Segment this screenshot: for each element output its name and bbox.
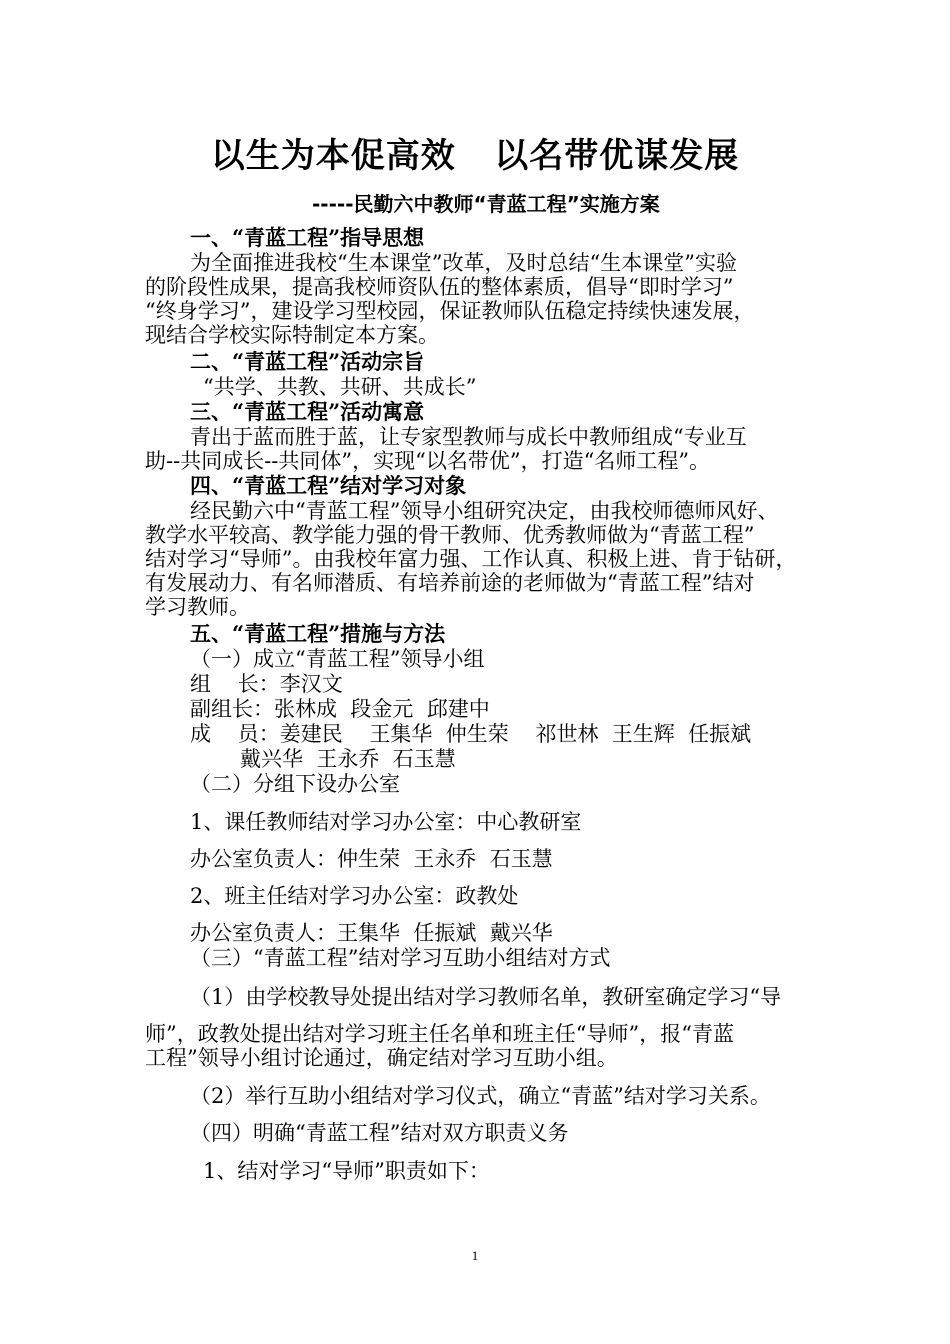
- paragraph-line: “共学、共教、共研、共成长”: [203, 375, 477, 399]
- paragraph-line: 经民勤六中“青蓝工程”领导小组研究决定，由我校师德师风好、: [190, 499, 779, 523]
- paragraph-line: 副组长：张林成 段金元 邱建中: [190, 697, 490, 721]
- section-heading-1: 一、“青蓝工程”指导思想: [190, 225, 425, 250]
- section-heading-2: 二、“青蓝工程”活动宗旨: [190, 349, 425, 374]
- paragraph-line: （一）成立“青蓝工程”领导小组: [190, 647, 485, 671]
- paragraph-line: 结对学习“导师”。由我校年富力强、工作认真、积极上进、肯于钻研，: [145, 547, 797, 571]
- paragraph-line: 助--共同成长--共同体”，实现“以名带优”，打造“名师工程”。: [145, 449, 711, 473]
- page-number: 1: [471, 1248, 479, 1263]
- paragraph-line: 教学水平较高、教学能力强的骨干教师、优秀教师做为“青蓝工程”: [145, 523, 755, 547]
- paragraph-line: 现结合学校实际特制定本方案。: [145, 323, 439, 347]
- paragraph-line: 有发展动力、有名师潜质、有培养前途的老师做为“青蓝工程”结对: [145, 571, 755, 595]
- paragraph-line: 办公室负责人：仲生荣 王永乔 石玉慧: [190, 847, 553, 871]
- paragraph-line: 组 长：李汉文: [190, 672, 343, 696]
- paragraph-line: （2）举行互助小组结对学习仪式，确立“青蓝”结对学习关系。: [190, 1084, 771, 1108]
- paragraph-line: 学习教师。: [145, 595, 250, 619]
- section-heading-5: 五、“青蓝工程”措施与方法: [190, 621, 446, 646]
- document-title: 以生为本促高效 以名带优谋发展: [210, 136, 740, 176]
- paragraph-line: 的阶段性成果，提高我校师资队伍的整体素质，倡导“即时学习”: [145, 275, 734, 299]
- paragraph-line: （二）分组下设办公室: [190, 772, 400, 796]
- paragraph-line: 工程”领导小组讨论通过，确定结对学习互助小组。: [145, 1046, 618, 1070]
- paragraph-line: 办公室负责人：王集华 任振斌 戴兴华: [190, 921, 553, 945]
- paragraph-line: 青出于蓝而胜于蓝，让专家型教师与成长中教师组成“专业互: [190, 425, 747, 449]
- paragraph-line: 戴兴华 王永乔 石玉慧: [240, 747, 456, 771]
- paragraph-line: （三）“青蓝工程”结对学习互助小组结对方式: [190, 946, 611, 970]
- paragraph-line: 2、班主任结对学习办公室：政教处: [190, 884, 519, 908]
- paragraph-line: 师”，政教处提出结对学习班主任名单和班主任“导师”，报“青蓝: [145, 1022, 734, 1046]
- paragraph-line: （1）由学校教导处提出结对学习教师名单，教研室确定学习“导: [190, 985, 782, 1009]
- section-heading-4: 四、“青蓝工程”结对学习对象: [190, 473, 467, 498]
- paragraph-line: 为全面推进我校“生本课堂”改革，及时总结“生本课堂”实验: [190, 251, 737, 275]
- paragraph-line: 成 员：姜建民 王集华 仲生荣 祁世林 王生辉 任振斌: [190, 722, 752, 746]
- paragraph-line: （四）明确“青蓝工程”结对双方职责义务: [190, 1121, 569, 1145]
- document-subtitle: -----民勤六中教师“青蓝工程”实施方案: [312, 192, 660, 216]
- paragraph-line: “终身学习”，建设学习型校园，保证教师队伍稳定持续快速发展，: [145, 299, 755, 323]
- paragraph-line: 1、结对学习“导师”职责如下：: [203, 1159, 490, 1183]
- paragraph-line: 1、课任教师结对学习办公室：中心教研室: [190, 810, 582, 834]
- section-heading-3: 三、“青蓝工程”活动寓意: [190, 399, 425, 424]
